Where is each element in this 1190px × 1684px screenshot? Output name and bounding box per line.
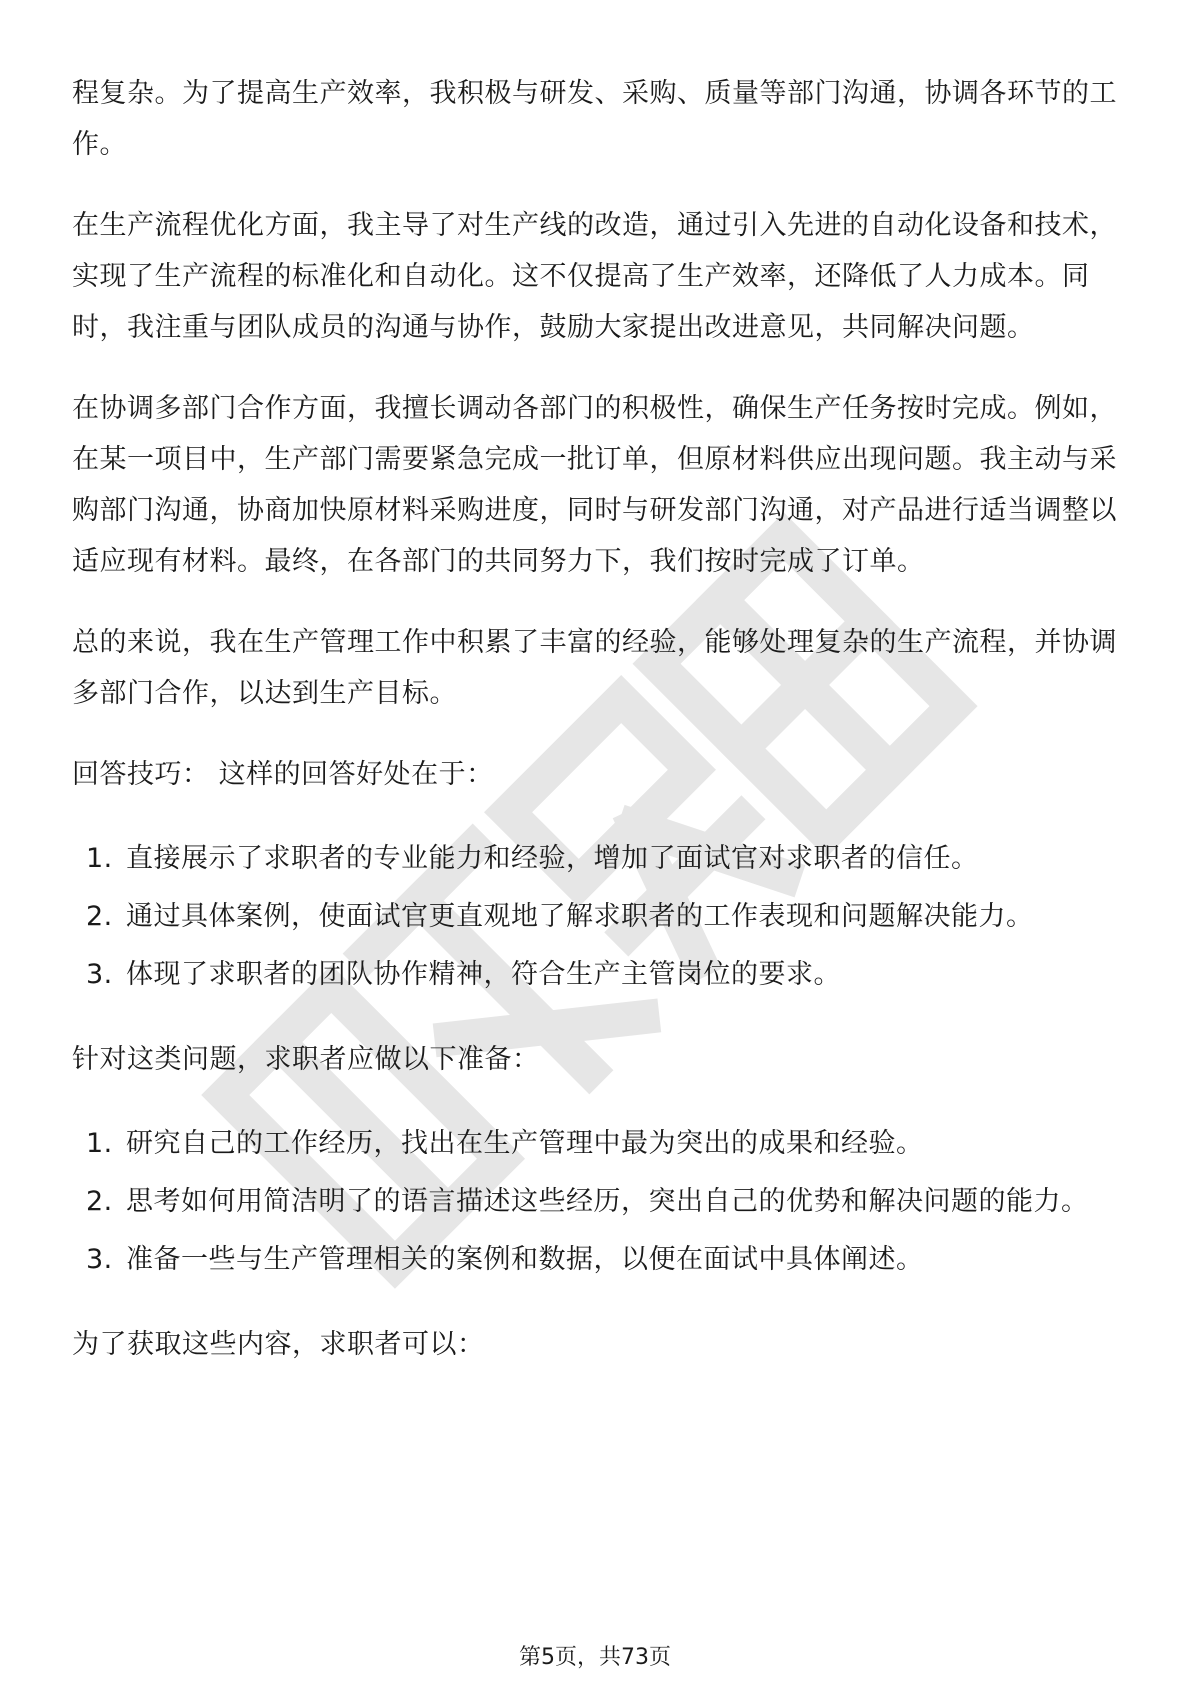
paragraph: 程复杂。为了提高生产效率，我积极与研发、采购、质量等部门沟通，协调各环节的工作。: [72, 78, 1117, 160]
list-text: 通过具体案例，使面试官更直观地了解求职者的工作表现和问题解决能力。: [126, 901, 1034, 932]
list-item: [72, 1231, 1122, 1289]
paragraph: 在生产流程优化方面，我主导了对生产线的改造，通过引入先进的自动化设备和技术，实现了生产流程的标准化和自动化。这不仅提高了生产效率，还降低了人力成本。同时，我注重与团队成员的沟通与协作，鼓励大家提出改进意见，共同解决问题。: [72, 210, 1117, 343]
list-number: 3.: [86, 959, 113, 990]
list-item: [72, 946, 1122, 1004]
list-text: 思考如何用简洁明了的语言描述这些经历，突出自己的优势和解决问题的能力。: [126, 1186, 1089, 1217]
page-footer: 第5页，共73页: [519, 1645, 671, 1670]
tips-heading: 回答技巧： 这样的回答好处在于：: [72, 759, 494, 790]
list-number: 2.: [86, 901, 113, 932]
prep-heading: 针对这类问题，求职者应做以下准备：: [72, 1044, 540, 1075]
list-item: [72, 1115, 1122, 1173]
list-text: 准备一些与生产管理相关的案例和数据，以便在面试中具体阐述。: [126, 1244, 924, 1275]
list-item: [72, 888, 1122, 946]
list-text: 直接展示了求职者的专业能力和经验，增加了面试官对求职者的信任。: [126, 843, 979, 874]
list-item: [72, 830, 1122, 888]
list-item: [72, 1173, 1122, 1231]
list-number: 1.: [86, 1128, 113, 1159]
list-number: 2.: [86, 1186, 113, 1217]
paragraph: 总的来说，我在生产管理工作中积累了丰富的经验，能够处理复杂的生产流程，并协调多部门合作，以达到生产目标。: [72, 627, 1117, 709]
document-body: [72, 68, 1122, 1400]
prep-list: [72, 1115, 1122, 1289]
list-text: 研究自己的工作经历，找出在生产管理中最为突出的成果和经验。: [126, 1128, 924, 1159]
list-text: 体现了求职者的团队协作精神，符合生产主管岗位的要求。: [126, 959, 841, 990]
tips-list: [72, 830, 1122, 1004]
paragraph: 在协调多部门合作方面，我擅长调动各部门的积极性，确保生产任务按时完成。例如，在某一项目中，生产部门需要紧急完成一批订单，但原材料供应出现问题。我主动与采购部门沟通，协商加快原材料采购进度，同时与研发部门沟通，对产品进行适当调整以适应现有材料。最终，在各部门的共同努力下，我们按时完成了订单。: [72, 393, 1117, 577]
list-number: 3.: [86, 1244, 113, 1275]
list-number: 1.: [86, 843, 113, 874]
closing-line: 为了获取这些内容，求职者可以：: [72, 1329, 485, 1360]
